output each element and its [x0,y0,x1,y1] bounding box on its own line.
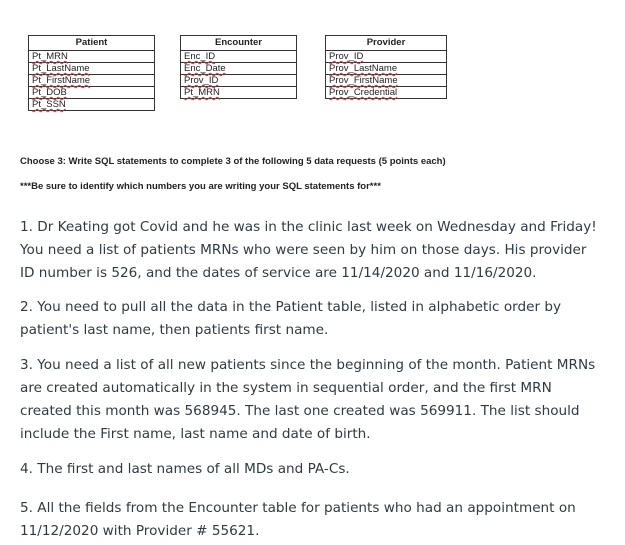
encounter-field: Enc_ID [181,51,296,63]
encounter-field: Pt_MRN [184,87,220,98]
provider-field: Prov_LastName [326,63,446,75]
encounter-table [180,35,297,99]
encounter-field: Prov_ID [181,75,296,87]
encounter-table-title: Encounter [181,36,296,51]
patient-field: Pt_DOB [29,87,154,99]
patient-field: Pt_LastName [29,63,154,75]
request-2: 2. You need to pull all the data in the Patient table, listed in alphabetic order by patient's last name, then patients first name. [20,299,562,338]
instructions-heading: Choose 3: Write SQL statements to complete 3 of the following 5 data requests (5 points each) [20,156,446,167]
request-3: 3. You need a list of all new patients since the beginning of the month. Patient MRNs are created automatically in the system in sequential order, and the first MRN created this month was 568945. The last one created was 569911. The list should include the First name, last name and date of birth. [20,357,596,442]
patient-field: Pt_MRN [29,51,154,63]
request-4: 4. The first and last names of all MDs and PA-Cs. [20,461,350,477]
request-5: 5. All the fields from the Encounter table for patients who had an appointment on 11/12/2020 with Provider # 55621. [20,500,576,539]
patient-table-title: Patient [29,36,154,51]
instructions-note: ***Be sure to identify which numbers you are writing your SQL statements for*** [20,181,381,192]
patient-field: Pt_FirstName [29,75,154,87]
patient-field: Pt_SSN [32,99,66,110]
provider-table-title: Provider [326,36,446,51]
request-1: 1. Dr Keating got Covid and he was in the clinic last week on Wednesday and Friday! You need a list of patients MRNs who were seen by him on those days. His provider ID number is 526, and the dates of service are 11/14/2020 and 11/16/2020. [20,219,597,281]
provider-field: Prov_Credential [329,87,398,98]
provider-field: Prov_ID [326,51,446,63]
patient-table [28,35,155,111]
provider-table [325,35,447,99]
encounter-field: Enc_Date [181,63,296,75]
provider-field: Prov_FirstName [326,75,446,87]
